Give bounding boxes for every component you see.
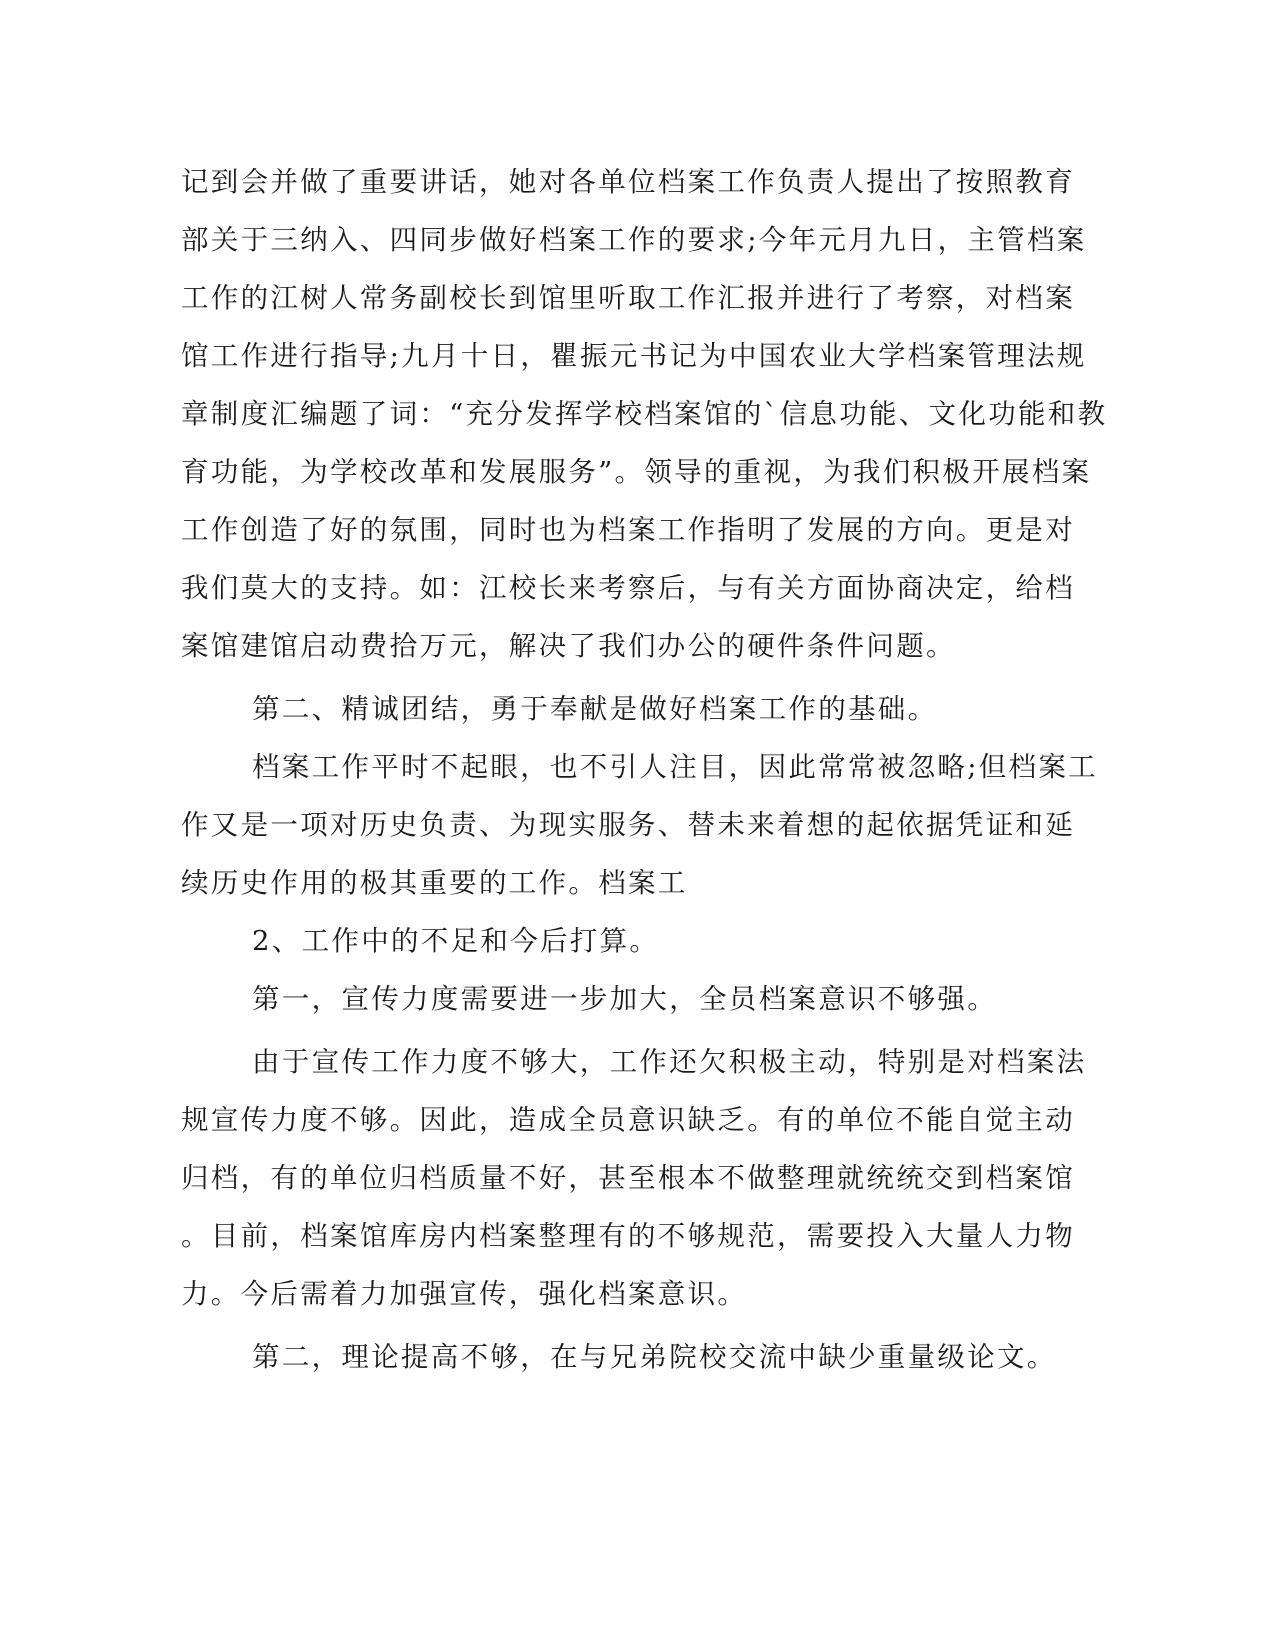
text-line: 工作创造了好的氛围，同时也为档案工作指明了发展的方向。更是对 (181, 514, 1075, 546)
text-line: 规宣传力度不够。因此，造成全员意识缺乏。有的单位不能自觉主动 (181, 1104, 1075, 1136)
text-line: 章制度汇编题了词：“充分发挥学校档案馆的`信息功能、文化功能和教 (181, 398, 1108, 430)
text-line: 归档，有的单位归档质量不好，甚至根本不做整理就统统交到档案馆 (181, 1162, 1075, 1194)
text-line: 第二，理论提高不够，在与兄弟院校交流中缺少重量级论文。 (252, 1341, 1057, 1373)
text-line: 续历史作用的极其重要的工作。档案工 (181, 867, 688, 899)
text-line: 工作的江树人常务副校长到馆里听取工作汇报并进行了考察，对档案 (181, 282, 1075, 314)
text-line: 馆工作进行指导;九月十日，瞿振元书记为中国农业大学档案管理法规 (181, 340, 1087, 372)
text-line: 第一，宣传力度需要进一步加大，全员档案意识不够强。 (252, 983, 997, 1015)
text-line: 育功能，为学校改革和发展服务”。领导的重视，为我们积极开展档案 (181, 456, 1092, 488)
text-line: 。目前，档案馆库房内档案整理有的不够规范，需要投入大量人力物 (181, 1220, 1075, 1252)
text-line: 力。今后需着力加强宣传，强化档案意识。 (181, 1278, 748, 1310)
text-line: 我们莫大的支持。如：江校长来考察后，与有关方面协商决定，给档 (181, 572, 1075, 604)
text-line: 记到会并做了重要讲话，她对各单位档案工作负责人提出了按照教育 (181, 166, 1075, 198)
text-line: 由于宣传工作力度不够大，工作还欠积极主动，特别是对档案法 (252, 1046, 1087, 1078)
text-line: 档案工作平时不起眼，也不引人注目，因此常常被忽略;但档案工 (252, 751, 1098, 783)
text-line: 第二、精诚团结，勇于奉献是做好档案工作的基础。 (252, 693, 938, 725)
text-line: 2、工作中的不足和今后打算。 (252, 925, 660, 957)
text-line: 案馆建馆启动费拾万元，解决了我们办公的硬件条件问题。 (181, 630, 956, 662)
text-line: 作又是一项对历史负责、为现实服务、替未来着想的起依据凭证和延 (181, 809, 1075, 841)
text-line: 部关于三纳入、四同步做好档案工作的要求;今年元月九日，主管档案 (181, 224, 1087, 256)
